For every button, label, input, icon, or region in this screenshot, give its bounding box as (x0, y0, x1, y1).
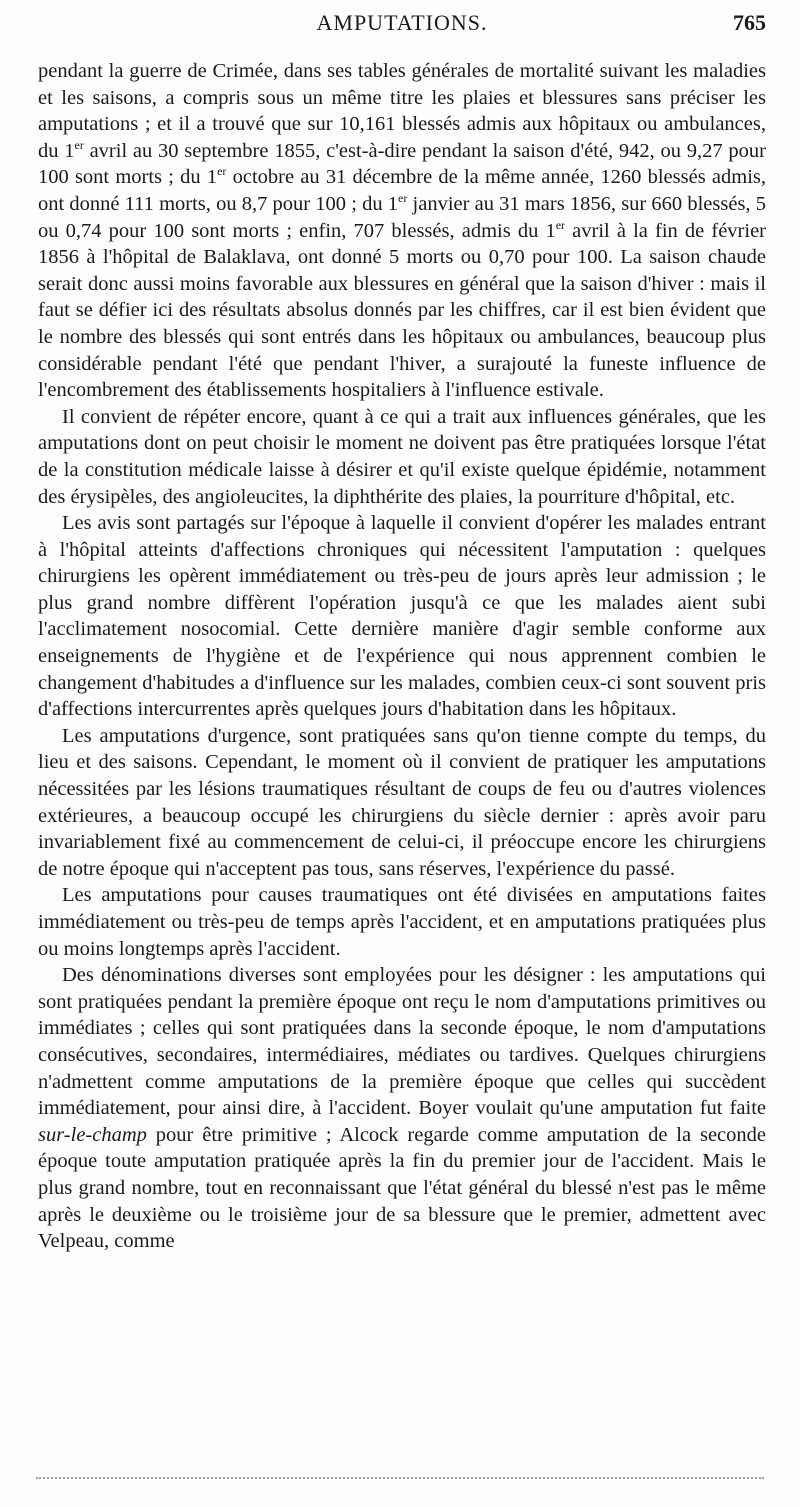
superscript: er (398, 191, 408, 206)
text-run: pour être primitive ; Alcock regarde comme amputation de la seconde époque toute amputation pratiquée après la fin du premier jour de l'accident. Mais le plus grand nombre, tout en reconnaissant que l'état général du blessé n'est pas le même après le deuxième ou le troisième jour de sa blessure que le premier, admettent avec Velpeau, comme (38, 1123, 766, 1253)
text-run: octobre au 31 décembre de la même année, 1260 blessés admis, ont donné 111 morts, ou 8,7 pour 100 ; du 1 (38, 166, 766, 215)
superscript: er (74, 137, 84, 152)
body-text (38, 58, 766, 1255)
text-run: janvier au 31 mars 1856, sur 660 blessés, 5 ou 0,74 pour 100 sont morts ; enfin, 707 blessés, admis du 1 (38, 192, 766, 242)
paragraph-3: Les avis sont partagés sur l'époque à laquelle il convient d'opérer les malades entrant à l'hôpital atteints d'affections chroniques qui nécessitent l'amputation : quelques chirurgiens les opèrent immédiatement ou très-peu de jours après leur admission ; le plus grand nombre diffèrent l'opération jusqu'à ce que les malades aient subi l'acclimatement nosocomial. Cette dernière manière d'agir semble conforme aux enseignements de l'hygiène et de l'expérience qui nous apprennent combien le changement d'habitudes a d'influence sur les malades, combien ceux-ci sont souvent pris d'affections intercurrentes après quelques jours d'habitation dans les hôpitaux. (38, 512, 766, 721)
running-title: AMPUTATIONS. (316, 10, 488, 35)
text-run: avril à la fin de février 1856 à l'hôpital de Balaklava, ont donné 5 morts ou 0,70 pour 100. La saison chaude serait donc aussi moins favorable aux blessures en général que la saison d'hiver : mais il faut se défier ici des résultats absolus donnés par les chiffres, car il est bien évident que le nombre des blessés qui sont entrés dans les hôpitaux ou ambulances, beaucoup plus considérable pendant l'été que pendant l'hiver, a surajouté la funeste influence de l'encombrement des établissements hospitaliers à l'influence estivale. (38, 219, 766, 402)
text-run: Des dénominations diverses sont employées pour les désigner : les amputations qui sont pratiquées pendant la première époque ont reçu le nom d'amputations primitives ou immédiates ; celles qui sont pratiquées dans la seconde époque, le nom d'amputations consécutives, secondaires, intermédiaires, médiates ou tardives. Quelques chirurgiens n'admettent comme amputations de la première époque que celles qui succèdent immédiatement, pour ainsi dire, à l'accident. Boyer voulait qu'une amputation fut faite (38, 964, 766, 1120)
paragraph-5: Les amputations pour causes traumatiques ont été divisées en amputations faites immédiatement ou très-peu de temps après l'accident, et en amputations pratiquées plus ou moins longtemps après l'accident. (38, 884, 766, 960)
page-header (38, 10, 766, 44)
footer-dotted-rule (36, 1477, 764, 1479)
paragraph-1 (38, 58, 766, 404)
superscript: er (555, 217, 566, 232)
paragraph-4: Les amputations d'urgence, sont pratiquées sans qu'on tienne compte du temps, du lieu et des saisons. Cependant, le moment où il convient de pratiquer les amputations nécessitées par les lésions traumatiques résultant de coups de feu ou d'autres violences extérieures, a beaucoup occupé les chirurgiens du siècle dernier : après avoir paru invariablement fixé au commencement de celui-ci, il préoccupe encore les chirurgiens de notre époque qui n'acceptent pas tous, sans réserves, l'expérience du passé. (38, 724, 766, 880)
text-run: pendant la guerre de Crimée, dans ses tables générales de mortalité suivant les maladies et les saisons, a compris sous un même titre les plaies et blessures sans préciser les amputations ; et il a trouvé que sur 10,161 blessés admis aux hôpitaux ou ambulances, du 1 (38, 60, 766, 162)
paragraph-6 (38, 962, 766, 1255)
text-run: avril au 30 septembre 1855, c'est-à-dire pendant la saison d'été, 942, ou 9,27 pour 100 sont morts ; du 1 (38, 139, 766, 189)
italic-term: sur-le-champ (38, 1123, 147, 1146)
superscript: er (217, 164, 227, 179)
paragraph-2: Il convient de répéter encore, quant à ce qui a trait aux influences générales, que les amputations dont on peut choisir le moment ne doivent pas être pratiquées lorsque l'état de la constitution médicale laisse à désirer et qu'il existe quelque épidémie, notamment des érysipèles, des angioleucites, la diphthérite des plaies, la pourriture d'hôpital, etc. (38, 405, 766, 508)
page-number: 765 (733, 10, 766, 35)
